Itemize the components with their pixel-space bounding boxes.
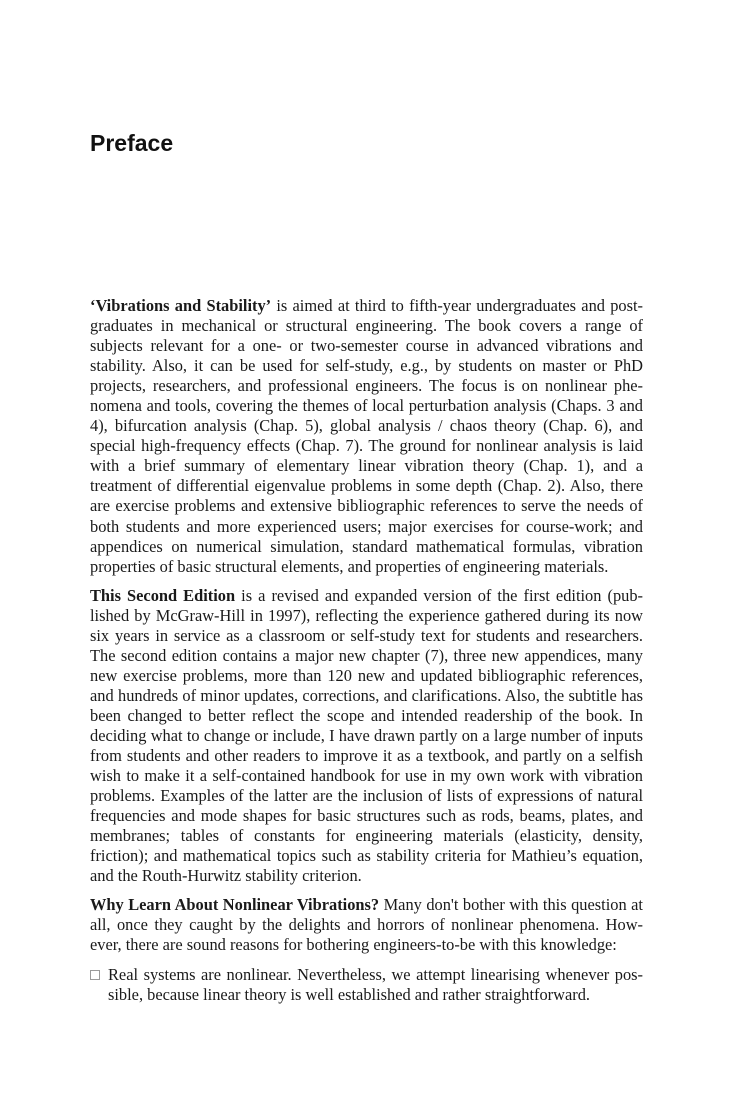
preface-body: [90, 296, 643, 1005]
bullet-square-icon: [90, 970, 100, 980]
paragraph-lead: ‘Vibrations and Stability’: [90, 296, 272, 315]
paragraph-intro: [90, 296, 643, 577]
paragraph-text: Many don't bother with this question at all, once they caught by the delights and horrors of nonlinear phenomena. How-ever, there are sound reasons for bothering engineers-to-be with this knowledge:: [90, 895, 643, 955]
paragraph-text: is a revised and expanded version of the first edition (pub-lished by McGraw-Hill in 1997), reflecting the experience gathered during its now six years in service as a classroom or self-study text for students and researchers. The second edition contains a major new chapter (7), three new appendices, many new exercise problems, more than 120 new and updated bibliographic references, and hundreds of minor updates, corrections, and clarifications. Also, the subtitle has been changed to better reflect the scope and intended readership of the book. In deciding what to change or include, I have drawn partly on a large number of inputs from students and other readers to improve it as a textbook, and partly on a selfish wish to make it a self-contained handbook for use in my own work with vibration problems. Examples of the latter are the inclusion of lists of expressions of natural frequencies and mode shapes for basic structures such as rods, beams, plates, and membranes; tables of constants for engineering materials (elasticity, density, friction); and mathematical topics such as stability criteria for Mathieu’s equation, and the Routh-Hurwitz stability criterion.: [90, 585, 644, 886]
page-title: Preface: [90, 130, 174, 156]
list-item-text: Real systems are nonlinear. Nevertheless, we attempt linearising whenever pos-sible, because linear theory is well established and rather straightforward.: [108, 964, 643, 1004]
paragraph-lead: Why Learn About Nonlinear Vibrations?: [90, 895, 380, 915]
list-item: [90, 965, 643, 1005]
paragraph-lead: This Second Edition: [90, 585, 236, 605]
paragraph-why-nonlinear: [90, 895, 643, 955]
paragraph-text: is aimed at third to fifth-year undergraduates and post-graduates in mechanical or structural engineering. The book covers a range of subjects relevant for a one- or two-semester course in advanced vibrations and stability. Also, it can be used for self-study, e.g., by students on master or PhD projects, researchers, and professional engineers. The focus is on nonlinear phe-nomena and tools, covering the themes of local perturbation analysis (Chaps. 3 and 4), bifurcation analysis (Chap. 5), global analysis / chaos theory (Chap. 6), and special high-frequency effects (Chap. 7). The ground for nonlinear analysis is laid with a brief summary of elementary linear vibration theory (Chap. 1), and a treatment of differential eigenvalue problems in some depth (Chap. 2). Also, there are exercise problems and extensive bibliographic references to serve the needs of both students and more experienced users; major exercises for course-work; and appendices on numerical simulation, standard mathematical formulas, vibration properties of basic structural elements, and properties of engineering materials.: [90, 296, 643, 576]
paragraph-second-edition: [90, 586, 643, 887]
